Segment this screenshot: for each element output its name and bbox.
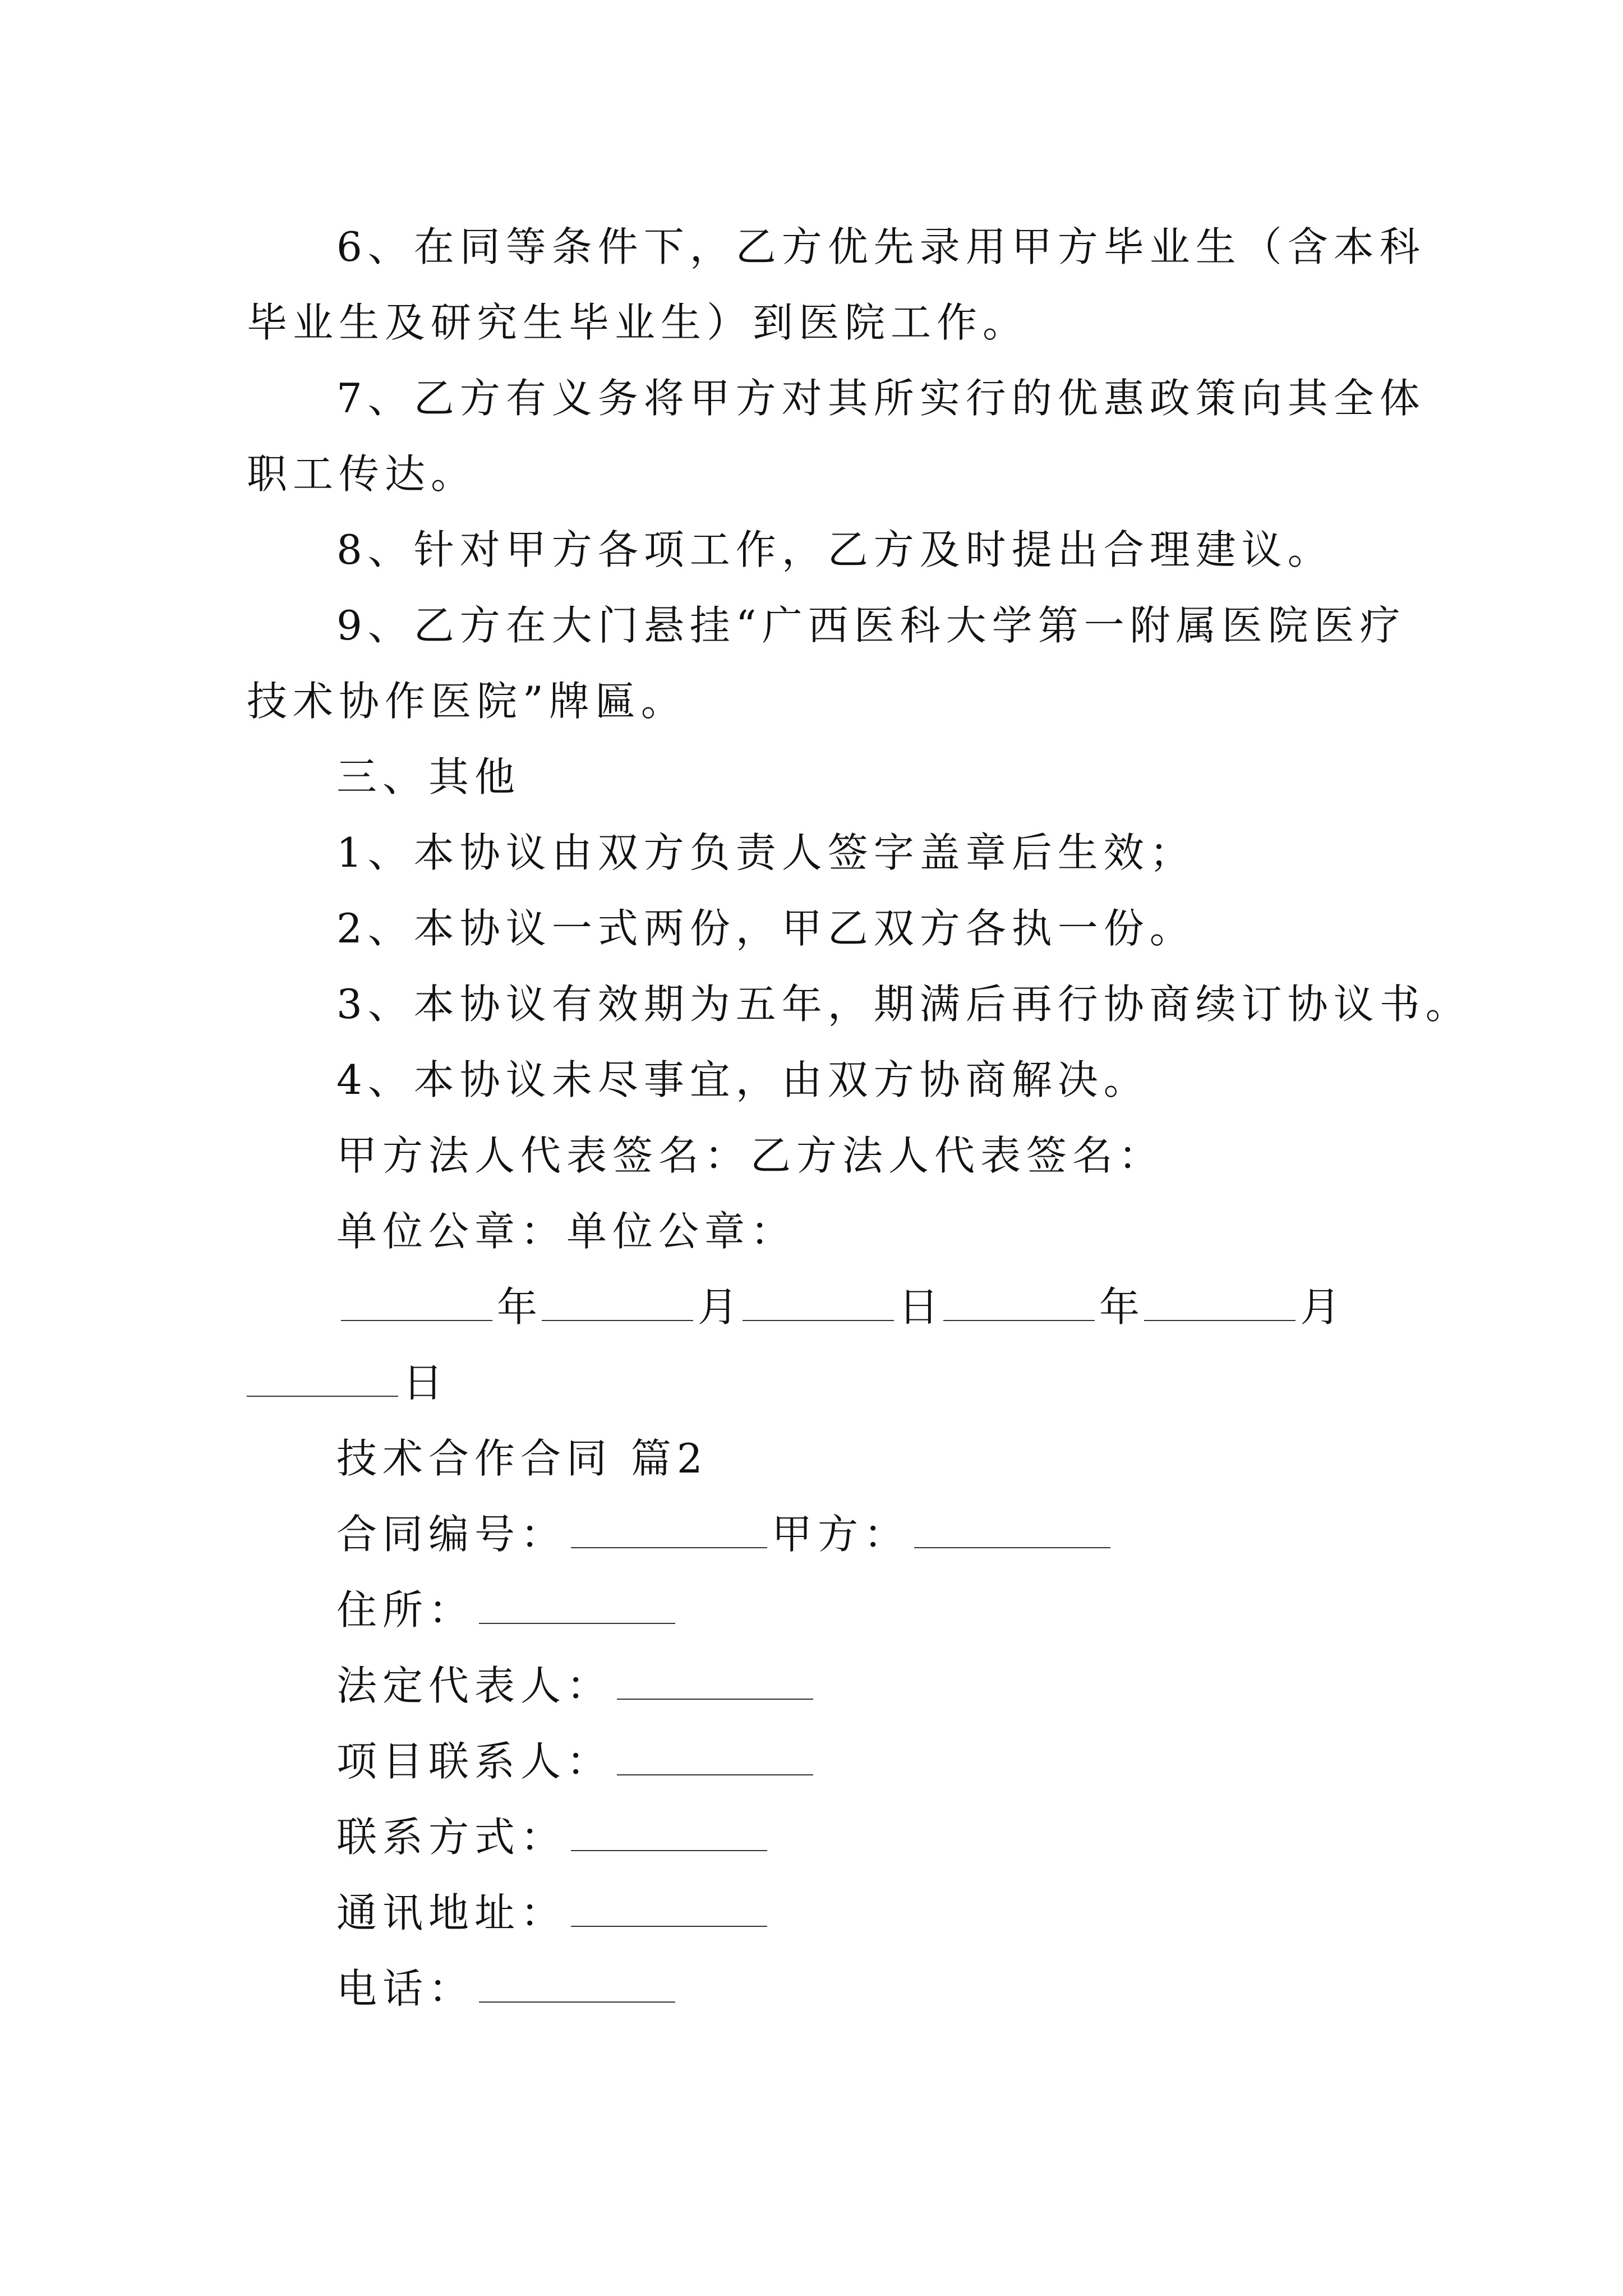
clause-7-line-2: 职工传达。 (247, 450, 477, 498)
mailing-address-line (336, 1885, 772, 1941)
date-line-1 (336, 1279, 1340, 1335)
contact-method-label: 联系方式： (336, 1814, 567, 1861)
section-title: 技术合作合同 篇2 (336, 1435, 708, 1482)
address-label: 住所： (336, 1586, 475, 1634)
contact-method-line (336, 1809, 772, 1865)
month-label: 月 (698, 1283, 739, 1331)
other-clause-4: 4、本协议未尽事宜，由双方协商解决。 (336, 1056, 1150, 1103)
phone-label: 电话： (336, 1965, 475, 2012)
clause-6-line-2: 毕业生及研究生毕业生）到医院工作。 (247, 299, 1029, 346)
clause-9-line-1: 9、乙方在大门悬挂“广西医科大学第一附属医院医疗 (336, 602, 1406, 649)
phone-line (336, 1961, 680, 2017)
month-label: 月 (1300, 1283, 1341, 1331)
clause-6-line-1: 6、在同等条件下，乙方优先录用甲方毕业生（含本科 (336, 223, 1426, 270)
other-clause-1: 1、本协议由双方负责人签字盖章后生效； (336, 829, 1196, 876)
project-contact-blank[interactable] (617, 1740, 813, 1775)
phone-blank[interactable] (479, 1967, 675, 2003)
mailing-address-label: 通讯地址： (336, 1889, 567, 1936)
blank-month-a[interactable] (542, 1285, 693, 1321)
clause-7-line-1: 7、乙方有义务将甲方对其所实行的优惠政策向其全体 (336, 375, 1426, 422)
mailing-address-blank[interactable] (571, 1891, 767, 1927)
blank-year-b[interactable] (943, 1285, 1095, 1321)
party-a-label: 甲方： (772, 1511, 910, 1558)
project-contact-label: 项目联系人： (336, 1738, 613, 1785)
address-line (336, 1582, 680, 1638)
contract-no-blank[interactable] (571, 1512, 767, 1548)
address-blank[interactable] (479, 1588, 675, 1624)
section-heading-other: 三、其他 (336, 753, 521, 800)
seal-line: 单位公章：单位公章： (336, 1208, 797, 1255)
blank-month-b[interactable] (1144, 1285, 1295, 1321)
blank-year-a[interactable] (341, 1285, 492, 1321)
clause-8: 8、针对甲方各项工作，乙方及时提出合理建议。 (336, 526, 1334, 573)
contract-no-label: 合同编号： (336, 1511, 567, 1558)
year-label: 年 (1099, 1283, 1140, 1331)
other-clause-3: 3、本协议有效期为五年，期满后再行协商续订协议书。 (336, 981, 1472, 1028)
blank-day-a[interactable] (743, 1285, 894, 1321)
other-clause-2: 2、本协议一式两份，甲乙双方各执一份。 (336, 905, 1196, 952)
legal-rep-label: 法定代表人： (336, 1662, 613, 1709)
project-contact-line (336, 1733, 818, 1789)
year-label: 年 (497, 1283, 538, 1331)
contact-method-blank[interactable] (571, 1815, 767, 1851)
date-line-2 (247, 1355, 443, 1411)
contract-info-line (336, 1506, 1115, 1562)
legal-rep-blank[interactable] (617, 1664, 813, 1700)
day-label: 日 (403, 1359, 444, 1406)
blank-day-b[interactable] (247, 1361, 398, 1397)
day-label: 日 (898, 1283, 939, 1331)
party-a-blank[interactable] (914, 1512, 1110, 1548)
signature-line: 甲方法人代表签名：乙方法人代表签名： (336, 1132, 1165, 1179)
clause-9-line-2: 技术协作医院”牌匾。 (247, 678, 687, 725)
legal-rep-line (336, 1658, 818, 1714)
